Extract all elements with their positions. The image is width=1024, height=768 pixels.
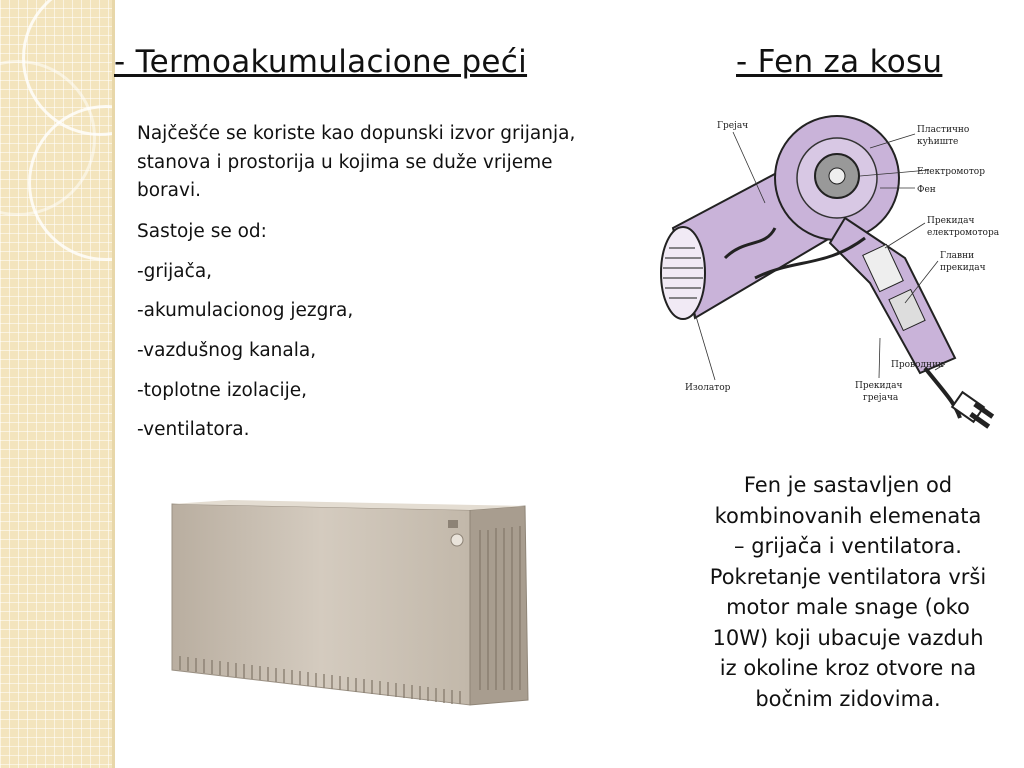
diagram-label-motor: Електромотор [917, 167, 985, 177]
heater-section-title: - Termoakumulacione peći [114, 44, 528, 80]
diagram-label-housing: кућиште [917, 137, 959, 147]
description-line: motor male snage (oko [726, 595, 970, 619]
diagram-label-heater-switch: Прекидач [855, 381, 903, 391]
diagram-label-heater: Грејач [717, 121, 749, 131]
diagram-label-insulator: Изолатор [685, 383, 731, 393]
heater-intro-paragraph [137, 120, 575, 206]
diagram-label-main-switch: Главни [940, 251, 975, 261]
storage-heater-image [170, 500, 530, 715]
diagram-label-heater-switch: грејача [863, 393, 899, 403]
description-line: Fen je sastavljen od [743, 473, 953, 497]
diagram-label-fan: Фен [917, 185, 936, 195]
diagram-label-main-switch: прекидач [940, 263, 986, 273]
description-line: iz okoline kroz otvore na [719, 656, 977, 680]
diagram-label-motor-switch: електромотора [927, 228, 1000, 238]
diagram-label-cord: Проводник [891, 360, 944, 370]
description-line: 10W) koji ubacuje vazduh [712, 625, 984, 650]
component-list-item: -vazdušnog kanala, [137, 340, 317, 361]
paragraph-line: stanova i prostorija u kojima se duže vrijeme [137, 151, 553, 173]
component-list-item: -toplotne izolacije, [137, 380, 308, 401]
diagram-label-motor-switch: Прекидач [927, 216, 975, 226]
diagram-label-housing: Пластично [917, 125, 970, 135]
component-list-item: -grijača, [137, 261, 213, 282]
component-list-item: -ventilatora. [137, 419, 250, 440]
sidebar-divider [112, 0, 115, 768]
description-line: kombinovanih elemenata [714, 503, 982, 528]
components-intro: Sastoje se od: [137, 221, 267, 242]
description-line: bočnim zidovima. [755, 686, 941, 711]
hairdryer-section-title: - Fen za kosu [736, 44, 943, 80]
hairdryer-diagram [655, 108, 1020, 448]
decorative-sidebar [0, 0, 112, 768]
description-line: – grijača i ventilatora. [734, 534, 962, 558]
hairdryer-description [680, 470, 1016, 714]
description-line: Pokretanje ventilatora vrši [709, 564, 987, 589]
paragraph-line: Najčešće se koriste kao dopunski izvor grijanja, [137, 123, 576, 144]
component-list-item: -akumulacionog jezgra, [137, 300, 354, 321]
paragraph-line: boravi. [137, 180, 201, 201]
